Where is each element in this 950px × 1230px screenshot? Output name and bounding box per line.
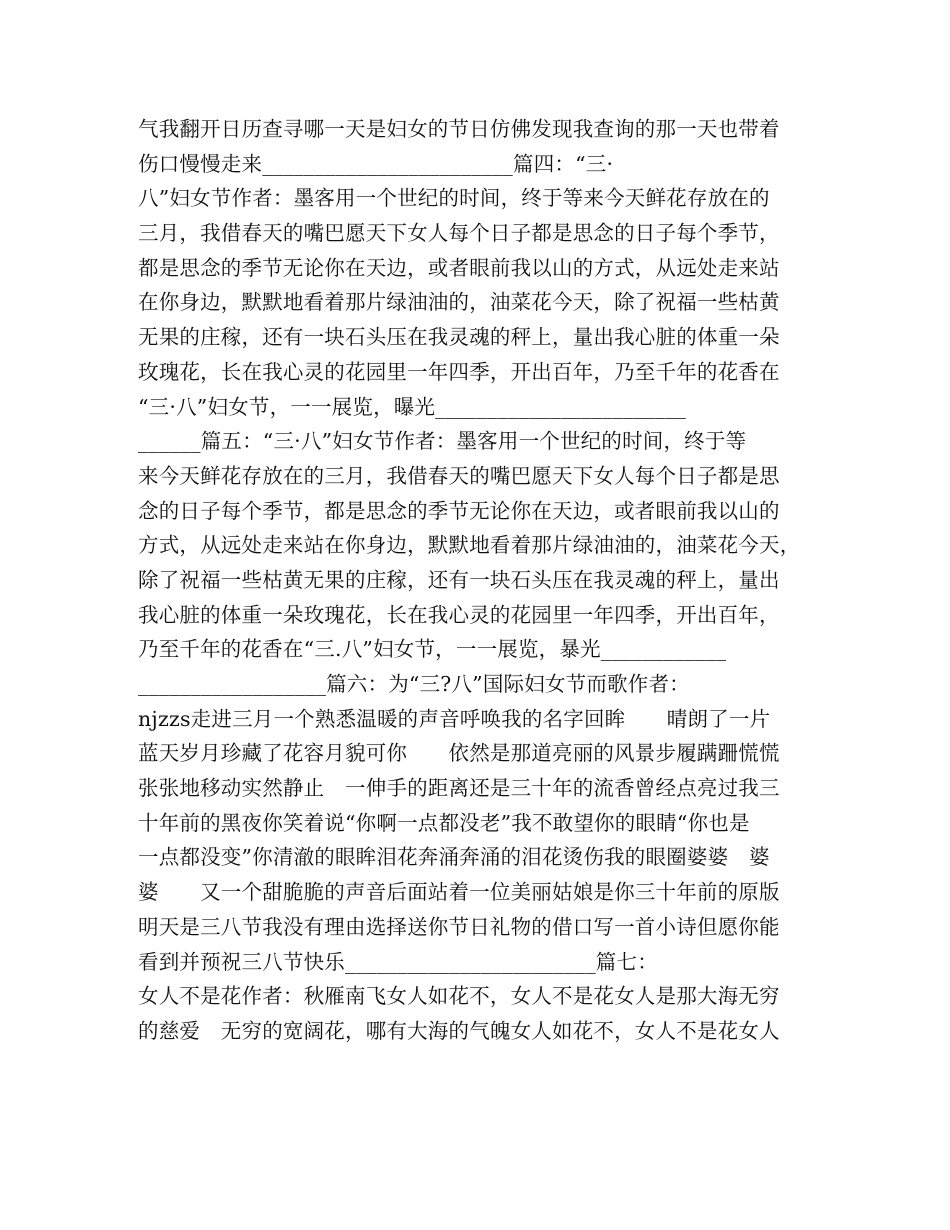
text-line: __________________篇六：为“三?八”国际妇女节而歌作者： xyxy=(138,672,690,696)
text-line: “三·八”妇女节，一一展览，曝光________________________ xyxy=(138,394,686,419)
text-line: 婆 又一个甜脆脆的声音后面站着一位美丽姑娘是你三十年前的原版 xyxy=(138,880,780,905)
text-line: 女人不是花作者：秋雁南飞女人如花不，女人不是花女人是那大海无穷 xyxy=(138,984,780,1009)
text-line: 玫瑰花，长在我心灵的花园里一年四季，开出百年，乃至千年的花香在 xyxy=(138,359,780,384)
text-line: 张张地移动实然静止 一伸手的距离还是三十年的流香曾经点亮过我三 xyxy=(138,776,780,801)
text-line: 除了祝福一些枯黄无果的庄稼，还有一块石头压在我灵魂的秤上，量出 xyxy=(138,567,780,592)
text-line: 的慈爱 无穷的宽阔花，哪有大海的气魄女人如花不，女人不是花女人 xyxy=(138,1018,780,1043)
text-line: 都是思念的季节无论你在天边，或者眼前我以山的方式，从远处走来站 xyxy=(138,255,780,280)
text-line: ______篇五：“三·八”妇女节作者：墨客用一个世纪的时间，终于等 xyxy=(138,429,747,454)
text-line: 看到并预祝三八节快乐________________________篇七： xyxy=(138,949,658,974)
text-line: 在你身边，默默地看着那片绿油油的，油菜花今天，除了祝福一些枯黄 xyxy=(138,290,780,315)
text-line: 念的日子每个季节，都是思念的季节无论你在天边，或者眼前我以山的 xyxy=(138,498,780,523)
text-line: 一点都没变”你清澈的眼眸泪花奔涌奔涌的泪花烫伤我的眼圈婆婆 婆 xyxy=(138,845,770,870)
text-line: 方式，从远处走来站在你身边，默默地看着那片绿油油的，油菜花今天， xyxy=(138,533,801,558)
text-line: 明天是三八节我没有理由选择送你节日礼物的借口写一首小诗但愿你能 xyxy=(138,914,780,939)
text-line: 十年前的黑夜你笑着说“你啊一点都没老”我不敢望你的眼睛“你也是 xyxy=(138,810,750,835)
text-line: 蓝天岁月珍藏了花容月貌可你 依然是那道亮丽的风景步履蹒跚慌慌 xyxy=(138,741,780,766)
text-line: 乃至千年的花香在“三.八”妇女节，一一展览，暴光____________ xyxy=(138,637,727,662)
text-line: 八”妇女节作者：墨客用一个世纪的时间，终于等来今天鲜花存放在的 xyxy=(138,186,770,211)
text-line: 三月，我借春天的嘴巴愿天下女人每个日子都是思念的日子每个季节， xyxy=(138,221,780,246)
text-line: 我心脏的体重一朵玫瑰花，长在我心灵的花园里一年四季，开出百年， xyxy=(138,602,780,627)
text-line: 气我翻开日历查寻哪一天是妇女的节日仿佛发现我查询的那一天也带着 xyxy=(138,117,780,141)
document-page xyxy=(138,112,818,1049)
text-line: 来今天鲜花存放在的三月，我借春天的嘴巴愿天下女人每个日子都是思 xyxy=(138,463,780,488)
text-line: njzzs走进三月一个熟悉温暖的声音呼唤我的名字回眸 晴朗了一片 xyxy=(138,706,771,731)
text-line: 伤口慢慢走来________________________篇四：“三· xyxy=(138,151,614,176)
text-line: 无果的庄稼，还有一块石头压在我灵魂的秤上，量出我心脏的体重一朵 xyxy=(138,325,780,350)
